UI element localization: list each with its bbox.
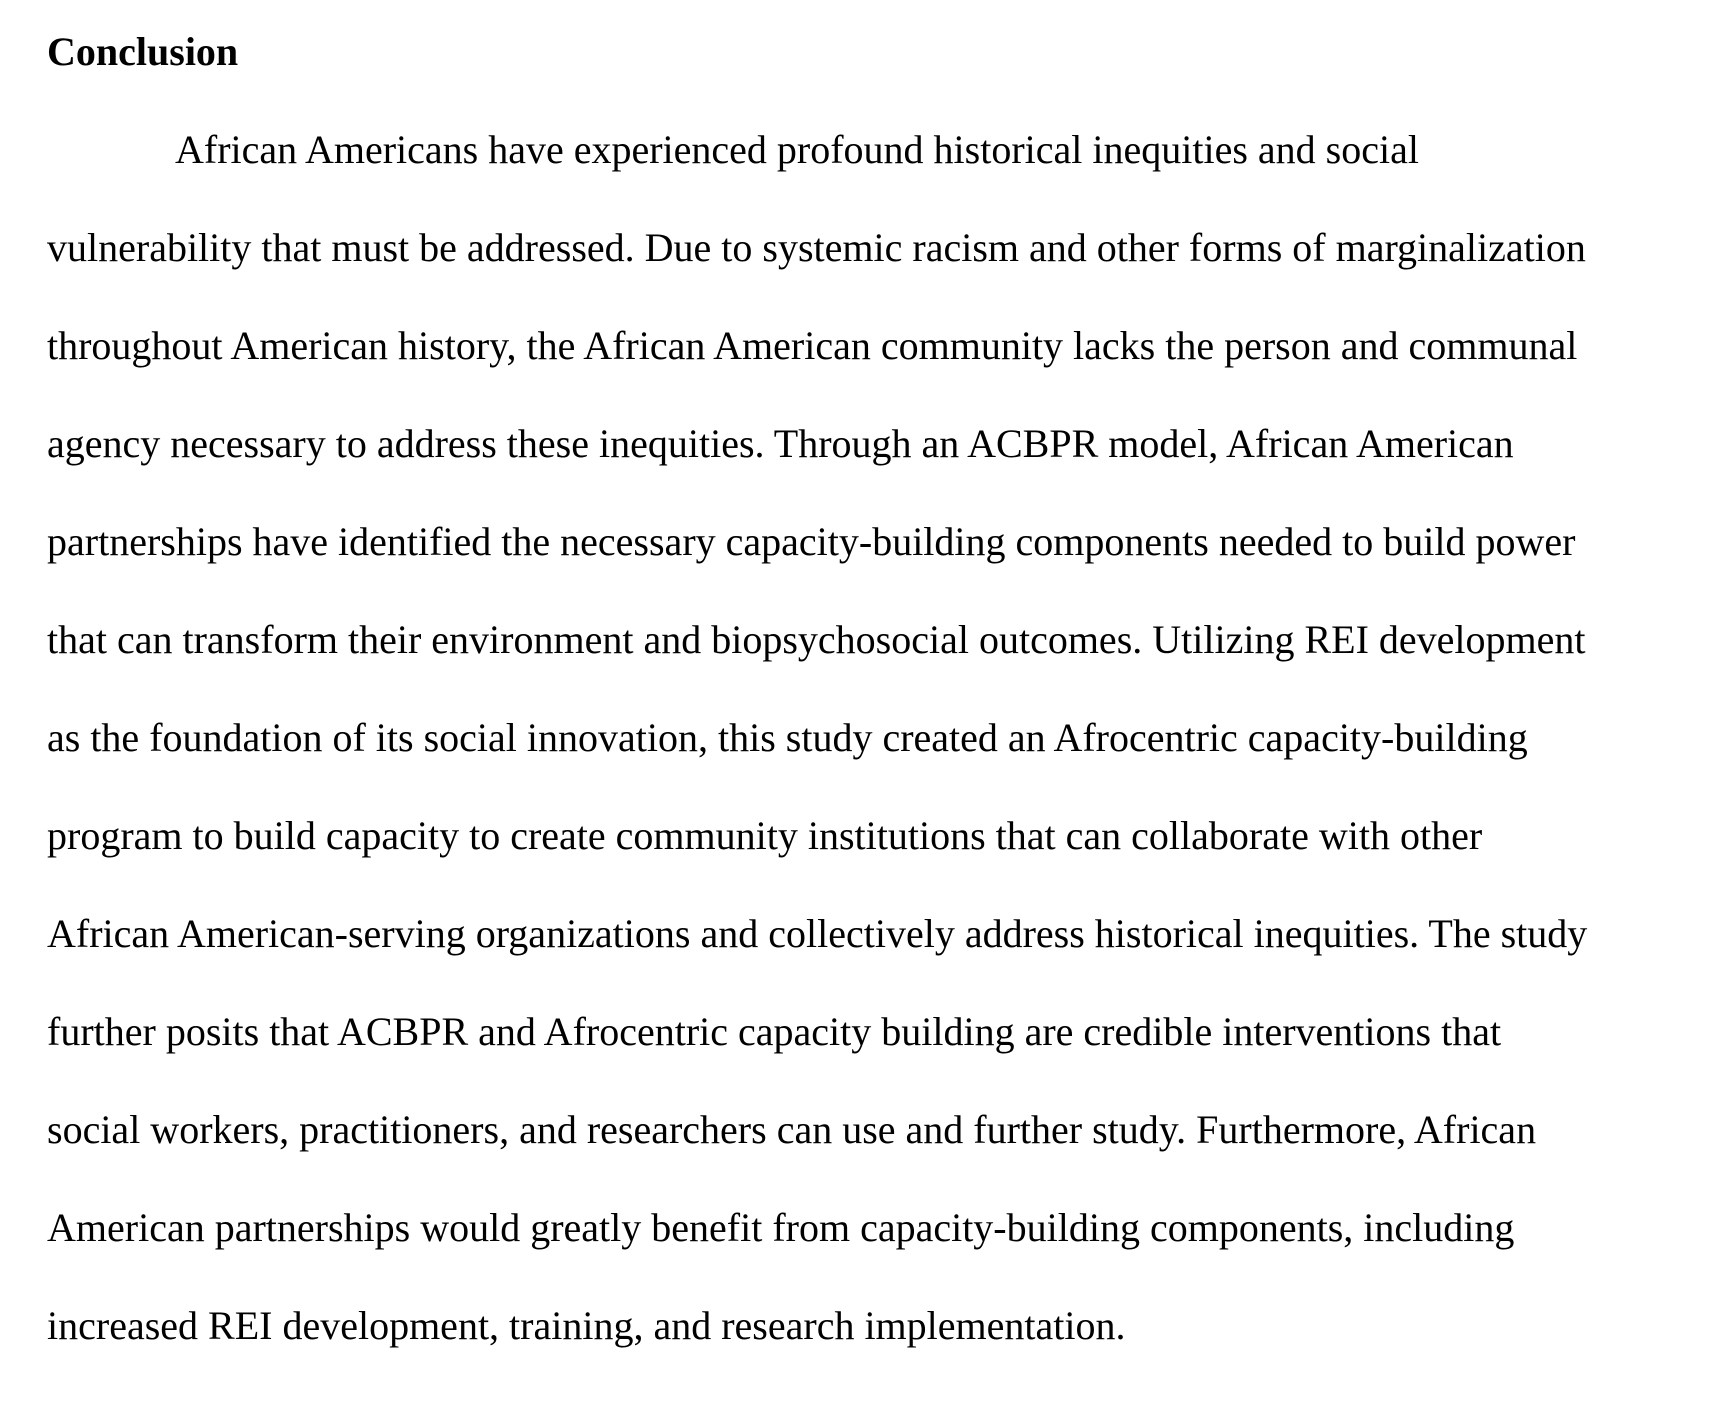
paragraph-line: as the foundation of its social innovation, this study created an Afrocentric capacity-building bbox=[47, 715, 1528, 760]
paragraph-line: partnerships have identified the necessary capacity-building components needed to build power bbox=[47, 519, 1576, 564]
paragraph-line: program to build capacity to create community institutions that can collaborate with other bbox=[47, 813, 1483, 858]
paragraph-line: that can transform their environment and biopsychosocial outcomes. Utilizing REI development bbox=[47, 617, 1586, 662]
paragraph-line: social workers, practitioners, and researchers can use and further study. Furthermore, African bbox=[47, 1107, 1537, 1152]
paragraph-line: further posits that ACBPR and Afrocentric capacity building are credible interventions that bbox=[47, 1009, 1502, 1054]
section-heading: Conclusion bbox=[47, 29, 239, 74]
paragraph-line: American partnerships would greatly benefit from capacity-building components, including bbox=[47, 1205, 1515, 1250]
paragraph-line: throughout American history, the African American community lacks the person and communal bbox=[47, 323, 1578, 368]
paragraph-line: agency necessary to address these inequities. Through an ACBPR model, African American bbox=[47, 421, 1514, 466]
paragraph-line: increased REI development, training, and research implementation. bbox=[47, 1303, 1126, 1348]
paragraph-line: vulnerability that must be addressed. Due to systemic racism and other forms of marginalization bbox=[47, 225, 1586, 270]
paragraph-line: African American-serving organizations and collectively address historical inequities. The study bbox=[47, 911, 1588, 956]
paragraph-line: African Americans have experienced profound historical inequities and social bbox=[175, 127, 1419, 172]
